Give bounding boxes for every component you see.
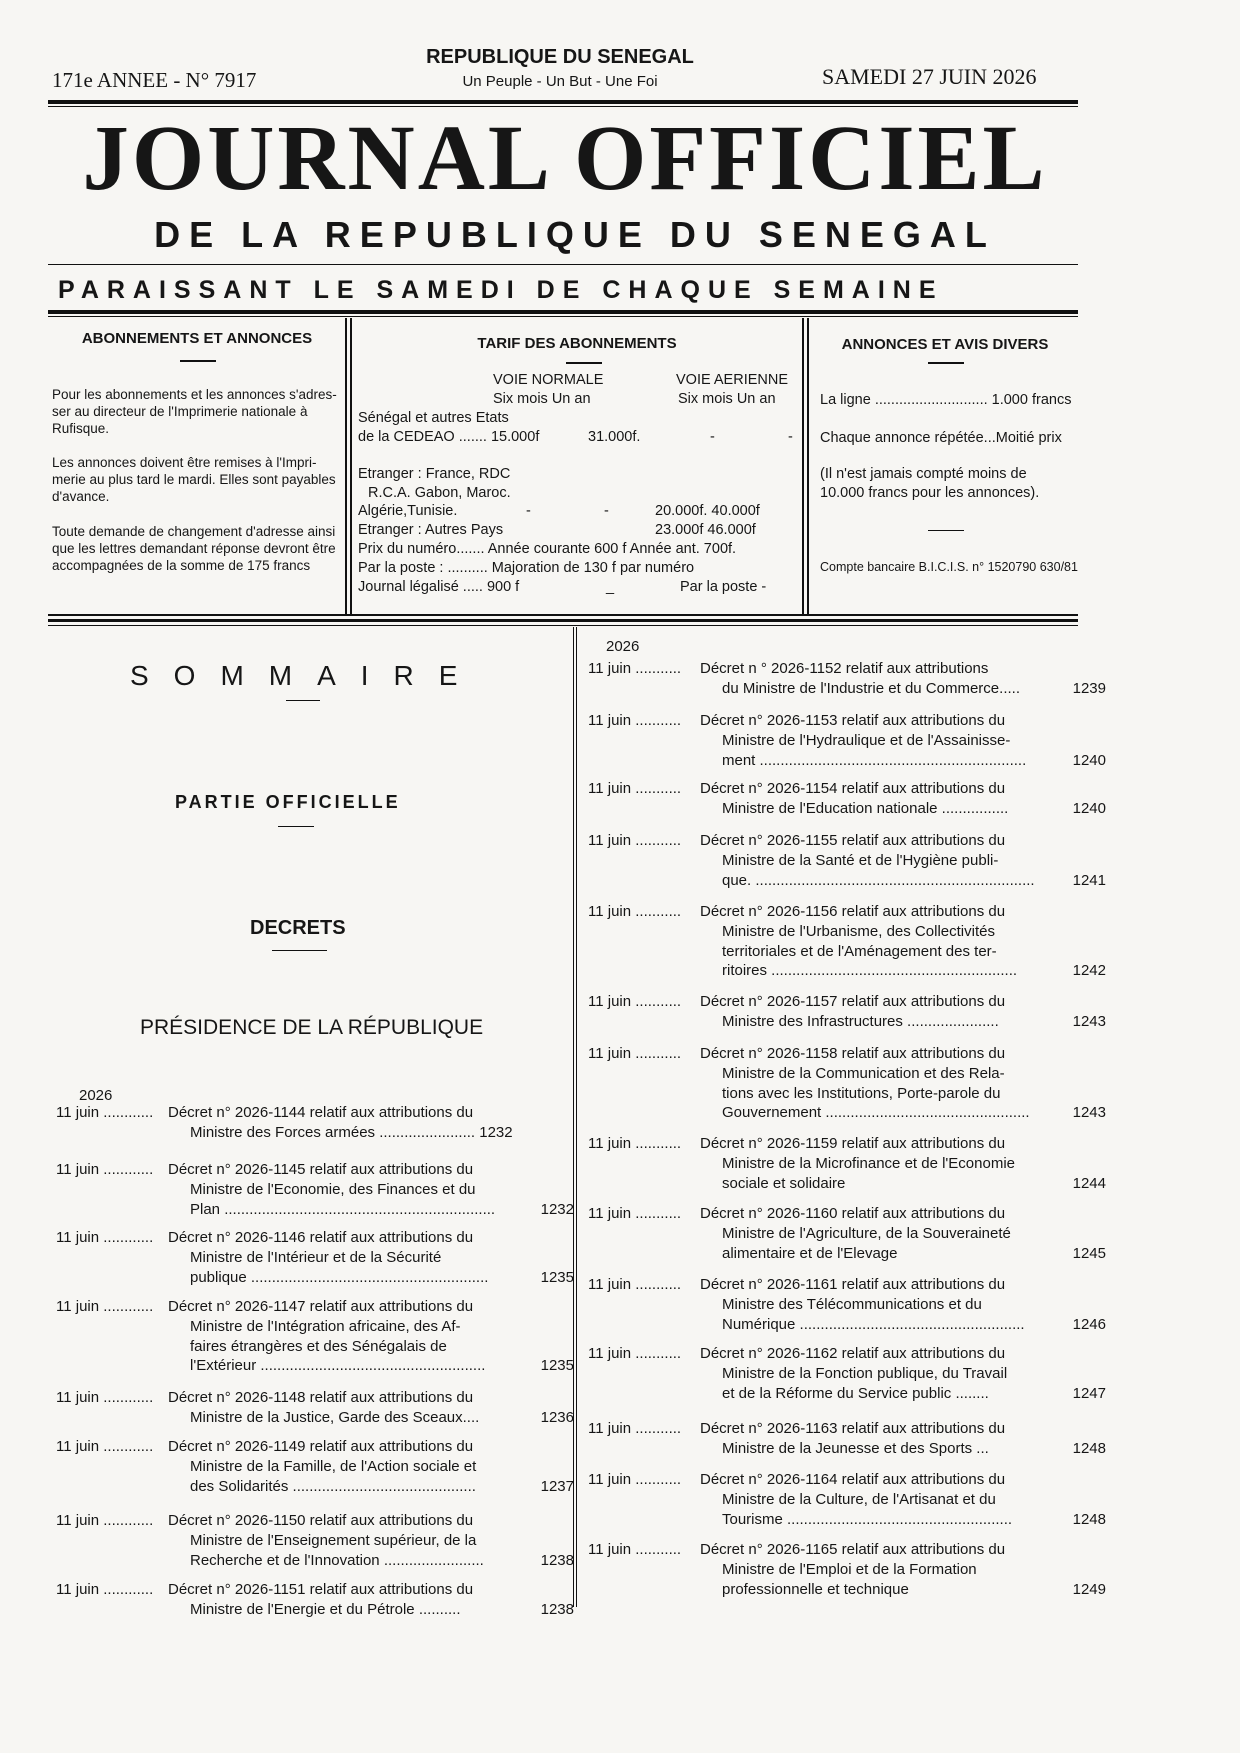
entry-date: 11 juin ............ (56, 1389, 154, 1406)
entry-date: 11 juin ........... (588, 1276, 682, 1293)
contents-entry (588, 1275, 1110, 1334)
contents-entry (588, 1419, 1110, 1459)
entry-page-number: 1241 (1072, 871, 1106, 889)
issue-date: SAMEDI 27 JUIN 2026 (822, 64, 1037, 89)
issue-number: 171e ANNEE - N° 7917 (52, 68, 257, 92)
entry-text (700, 711, 1060, 770)
entry-page-number: 1244 (1072, 1174, 1106, 1192)
entry-page-number: 1248 (1072, 1510, 1106, 1528)
text-line: Rufisque. (52, 421, 110, 436)
year-label: 2026 (79, 1087, 113, 1104)
contents-entry (588, 1540, 1110, 1599)
entry-page-number: 1240 (1072, 751, 1106, 769)
text-line: Toute demande de changement d'adresse ainsi (52, 524, 336, 539)
rates-row: Etranger : Autres Pays (358, 522, 504, 538)
text-line: d'avance. (52, 489, 110, 504)
entry-line: Ministre de l'Economie, des Finances et du (190, 1180, 476, 1198)
rates-air-header: VOIE AERIENNE (676, 372, 789, 388)
entry-line: Ministre de la Fonction publique, du Travail (722, 1364, 1008, 1382)
subscriptions-paragraph-2 (52, 454, 342, 505)
rates-row: Sénégal et autres Etats (358, 410, 509, 426)
contents-entry (588, 992, 1110, 1032)
entry-date: 11 juin ........... (588, 1471, 682, 1488)
entry-text (700, 1419, 1060, 1459)
entry-line: Ministre de la Culture, de l'Artisanat et du (722, 1490, 996, 1508)
entry-text (700, 659, 1060, 699)
repeat-price: Chaque annonce répétée...Moitié prix (820, 430, 1062, 446)
masthead-top-rule (48, 100, 1078, 104)
publication-frequency: PARAISSANT LE SAMEDI DE CHAQUE SEMAINE (58, 276, 944, 304)
subscriptions-paragraph-1 (52, 386, 342, 437)
minimum-note: (Il n'est jamais compté moins de (820, 466, 1027, 482)
entry-line: publique ......................................................... (190, 1268, 489, 1286)
entry-line: Décret n° 2026-1160 relatif aux attributions du (700, 1205, 1006, 1222)
entry-text (700, 779, 1060, 819)
contents-heading: SOMMAIRE (130, 660, 483, 691)
entry-line: Ministre de la Justice, Garde des Sceaux.... (190, 1408, 480, 1426)
entry-date: 11 juin ........... (588, 1345, 682, 1362)
boxes-bottom-rule-thin (48, 625, 1078, 626)
entry-line: territoriales et de l'Aménagement des ter- (722, 942, 997, 960)
contents-entry (56, 1511, 578, 1570)
entry-text (168, 1228, 528, 1287)
national-motto: Un Peuple - Un But - Une Foi (462, 73, 658, 90)
entry-line: Ministre de la Santé et de l'Hygiène publi- (722, 851, 999, 869)
entry-line: Décret n° 2026-1155 relatif aux attributions du (700, 832, 1006, 849)
entry-line: Décret n ° 2026-1152 relatif aux attributions (700, 660, 989, 677)
contents-entry (56, 1160, 578, 1219)
entry-date: 11 juin ............ (56, 1298, 154, 1315)
entry-page-number: 1246 (1072, 1315, 1106, 1333)
text-line: Les annonces doivent être remises à l'Impri- (52, 455, 317, 470)
rates-value: 31.000f. (588, 429, 641, 445)
entry-line: et de la Réforme du Service public ........ (722, 1384, 989, 1402)
entry-line: Ministre de la Communication et des Rela- (722, 1064, 1005, 1082)
entry-page-number: 1242 (1072, 962, 1106, 980)
rates-value: Par la poste - (680, 579, 767, 595)
contents-entry (56, 1297, 578, 1376)
rule (928, 530, 964, 531)
rule (928, 362, 964, 364)
entry-date: 11 juin ............ (56, 1512, 154, 1529)
entry-page-number: 1240 (1072, 799, 1106, 817)
entry-text (700, 1134, 1060, 1193)
entry-date: 11 juin ............ (56, 1581, 154, 1598)
entry-line: Décret n° 2026-1154 relatif aux attributions du (700, 780, 1006, 797)
entry-page-number: 1235 (540, 1357, 574, 1375)
entry-text (168, 1297, 528, 1376)
entry-line: Ministre de l'Hydraulique et de l'Assainisse- (722, 731, 1011, 749)
contents-entry (588, 711, 1110, 770)
contents-entry (588, 1204, 1110, 1263)
entry-line: Ministre des Télécommunications et du (722, 1295, 982, 1313)
presidency-heading: PRÉSIDENCE DE LA RÉPUBLIQUE (140, 1016, 484, 1039)
rates-value: 23.000f 46.000f (655, 522, 756, 538)
entry-line: Recherche et de l'Innovation ........................ (190, 1551, 484, 1569)
entry-text (700, 1540, 1060, 1599)
entry-line: Décret n° 2026-1159 relatif aux attributions du (700, 1135, 1006, 1152)
entry-line: Plan ................................................................. (190, 1200, 496, 1218)
entry-line: du Ministre de l'Industrie et du Commerce..... (722, 679, 1020, 697)
entry-line: Décret n° 2026-1144 relatif aux attributions du (168, 1104, 474, 1121)
entry-line: Décret n° 2026-1165 relatif aux attributions du (700, 1541, 1006, 1558)
contents-entry (56, 1103, 578, 1143)
entry-line: Décret n° 2026-1161 relatif aux attributions du (700, 1276, 1006, 1293)
text-line: accompagnées de la somme de 175 francs (52, 558, 311, 573)
rates-row: Prix du numéro....... Année courante 600 f Année ant. 700f. (358, 541, 737, 557)
entry-line: alimentaire et de l'Elevage (722, 1244, 898, 1262)
contents-entry (588, 1470, 1110, 1529)
entry-line: Décret n° 2026-1157 relatif aux attributions du (700, 993, 1006, 1010)
text-line: que les lettres demandant réponse devront être (52, 541, 336, 556)
entry-text (700, 1470, 1060, 1529)
entry-text (168, 1437, 528, 1496)
entry-page-number: 1248 (1072, 1439, 1106, 1457)
entry-line: Gouvernement ................................................. (722, 1104, 1030, 1122)
announcements-title: ANNONCES ET AVIS DIVERS (841, 336, 1049, 353)
rates-row: R.C.A. Gabon, Maroc. (368, 485, 511, 501)
entry-text (700, 1044, 1060, 1123)
rates-normal-subheader: Six mois Un an (493, 391, 591, 407)
rule (180, 360, 216, 362)
box-divider-1b (350, 318, 352, 614)
entry-line: que. ................................................................... (722, 871, 1035, 889)
entry-line: Ministre de l'Intégration africaine, des Af- (190, 1317, 461, 1335)
entry-line: Décret n° 2026-1147 relatif aux attributions du (168, 1298, 474, 1315)
entry-text (700, 902, 1060, 981)
entry-line: sociale et solidaire (722, 1174, 846, 1192)
entry-date: 11 juin ............ (56, 1229, 154, 1246)
contents-entry (56, 1437, 578, 1496)
entry-date: 11 juin ........... (588, 993, 682, 1010)
entry-line: Tourisme ...................................................... (722, 1510, 1013, 1528)
entry-line: Décret n° 2026-1146 relatif aux attributions du (168, 1229, 474, 1246)
entry-line: Ministre des Infrastructures ...................... (722, 1012, 999, 1030)
entry-line: Ministre de la Jeunesse et des Sports ... (722, 1439, 989, 1457)
box-divider-2b (807, 318, 809, 614)
box-divider-1 (345, 318, 347, 614)
entry-line: Décret n° 2026-1153 relatif aux attributions du (700, 712, 1006, 729)
year-label: 2026 (606, 638, 640, 655)
masthead-mid-rule (48, 264, 1078, 265)
entry-page-number: 1239 (1072, 679, 1106, 697)
journal-subtitle: DE LA REPUBLIQUE DU SENEGAL (154, 214, 996, 255)
entry-line: Décret n° 2026-1148 relatif aux attributions du (168, 1389, 474, 1406)
entry-text (168, 1580, 528, 1620)
entry-line: Ministre de l'Education nationale ................ (722, 799, 1009, 817)
entry-line: Décret n° 2026-1145 relatif aux attributions du (168, 1161, 474, 1178)
entry-line: Ministre de la Microfinance et de l'Economie (722, 1154, 1015, 1172)
rates-air-subheader: Six mois Un an (678, 391, 776, 407)
entry-line: Ministre des Forces armées ....................... 1232 (190, 1123, 513, 1141)
boxes-bottom-rule-thick (48, 619, 1078, 622)
rates-row: Journal légalisé ..... 900 f (358, 579, 520, 595)
masthead-bottom-rule (48, 310, 1078, 314)
entry-page-number: 1243 (1072, 1012, 1106, 1030)
entry-date: 11 juin ........... (588, 903, 682, 920)
contents-entry (588, 831, 1110, 890)
entry-text (168, 1160, 528, 1219)
rates-value: _ (606, 579, 615, 595)
bank-account: Compte bancaire B.I.C.I.S. n° 1520790 630/81 (820, 560, 1078, 574)
text-line: ser au directeur de l'Imprimerie nationale à (52, 404, 308, 419)
entry-line: Décret n° 2026-1162 relatif aux attributions du (700, 1345, 1006, 1362)
entry-page-number: 1237 (540, 1477, 574, 1495)
rates-value: 20.000f. 40.000f (655, 503, 760, 519)
entry-page-number: 1238 (540, 1551, 574, 1569)
contents-entry (588, 1134, 1110, 1193)
entry-text (168, 1388, 528, 1428)
entry-text (700, 992, 1060, 1032)
subscriptions-paragraph-3 (52, 523, 342, 574)
entry-text (168, 1103, 528, 1143)
entry-line: Ministre de la Famille, de l'Action sociale et (190, 1457, 477, 1475)
entry-line: Ministre de l'Agriculture, de la Souveraineté (722, 1224, 1011, 1242)
rates-row: Par la poste : .......... Majoration de 130 f par numéro (358, 560, 695, 576)
entry-date: 11 juin ........... (588, 832, 682, 849)
entry-line: professionnelle et technique (722, 1580, 909, 1598)
contents-entry (588, 779, 1110, 819)
entry-date: 11 juin ........... (588, 780, 682, 797)
entry-text (700, 1275, 1060, 1334)
entry-line: tions avec les Institutions, Porte-parole du (722, 1084, 1001, 1102)
boxes-bottom-rule (48, 614, 1078, 616)
entry-date: 11 juin ........... (588, 1541, 682, 1558)
entry-page-number: 1236 (540, 1408, 574, 1426)
entry-date: 11 juin ........... (588, 1420, 682, 1437)
entry-text (700, 831, 1060, 890)
entry-date: 11 juin ........... (588, 660, 682, 677)
contents-entry (56, 1388, 578, 1428)
line-price: La ligne ............................ 1.000 francs (820, 392, 1072, 408)
entry-line: Décret n° 2026-1164 relatif aux attributions du (700, 1471, 1006, 1488)
entry-date: 11 juin ........... (588, 1045, 682, 1062)
entry-date: 11 juin ............ (56, 1438, 154, 1455)
entry-date: 11 juin ........... (588, 712, 682, 729)
rates-value: - (526, 503, 531, 519)
entry-line: des Solidarités ............................................ (190, 1477, 476, 1495)
entry-line: Ministre de l'Enseignement supérieur, de la (190, 1531, 477, 1549)
rates-normal-header: VOIE NORMALE (493, 372, 604, 388)
text-line: merie au plus tard le mardi. Elles sont payables (52, 472, 336, 487)
entry-line: Décret n° 2026-1150 relatif aux attributions du (168, 1512, 474, 1529)
country-name: REPUBLIQUE DU SENEGAL (426, 46, 694, 68)
entry-date: 11 juin ........... (588, 1135, 682, 1152)
entry-line: Décret n° 2026-1163 relatif aux attributions du (700, 1420, 1006, 1437)
entry-line: Numérique ...................................................... (722, 1315, 1025, 1333)
contents-entry (56, 1580, 578, 1620)
entry-page-number: 1249 (1072, 1580, 1106, 1598)
rates-row: Algérie,Tunisie. (358, 503, 458, 519)
entry-line: Ministre de l'Urbanisme, des Collectivités (722, 922, 995, 940)
rule (278, 826, 314, 827)
decrees-heading: DECRETS (250, 917, 346, 939)
rates-row: Etranger : France, RDC (358, 466, 511, 482)
entry-date: 11 juin ........... (588, 1205, 682, 1222)
text-line: Pour les abonnements et les annonces s'adres- (52, 387, 337, 402)
entry-date: 11 juin ............ (56, 1161, 154, 1178)
entry-line: Décret n° 2026-1156 relatif aux attributions du (700, 903, 1006, 920)
rates-row: de la CEDEAO ....... 15.000f (358, 429, 540, 445)
minimum-note: 10.000 francs pour les annonces). (820, 485, 1040, 501)
masthead-bottom-rule-thin (48, 316, 1078, 317)
entry-line: Ministre de l'Intérieur et de la Sécurité (190, 1248, 442, 1266)
box-divider-2 (802, 318, 804, 614)
contents-entry (588, 1344, 1110, 1403)
entry-text (168, 1511, 528, 1570)
entry-page-number: 1232 (540, 1200, 574, 1218)
entry-line: ritoires ........................................................... (722, 962, 1018, 980)
entry-line: faires étrangères et des Sénégalais de (190, 1337, 447, 1355)
entry-line: Décret n° 2026-1151 relatif aux attributions du (168, 1581, 474, 1598)
entry-line: ment ................................................................ (722, 751, 1027, 769)
rule (566, 362, 602, 364)
contents-entry (588, 659, 1110, 699)
entry-line: Décret n° 2026-1158 relatif aux attributions du (700, 1045, 1006, 1062)
entry-line: Ministre de l'Energie et du Pétrole .......... (190, 1600, 461, 1618)
rates-value: - (710, 429, 715, 445)
entry-page-number: 1247 (1072, 1384, 1106, 1402)
entry-page-number: 1245 (1072, 1244, 1106, 1262)
rule (272, 950, 327, 951)
entry-date: 11 juin ............ (56, 1104, 154, 1121)
entry-text (700, 1204, 1060, 1263)
entry-page-number: 1238 (540, 1600, 574, 1618)
contents-entry (588, 1044, 1110, 1123)
rates-value: - (604, 503, 609, 519)
country-block (400, 46, 720, 90)
journal-title: JOURNAL OFFICIEL (82, 107, 1048, 210)
entry-line: l'Extérieur ...................................................... (190, 1357, 486, 1375)
rule (286, 700, 320, 701)
contents-entry (588, 902, 1110, 981)
subscriptions-title: ABONNEMENTS ET ANNONCES (81, 330, 313, 347)
entry-page-number: 1243 (1072, 1104, 1106, 1122)
entry-line: Ministre de l'Emploi et de la Formation (722, 1560, 977, 1578)
entry-page-number: 1235 (540, 1268, 574, 1286)
contents-entry (56, 1228, 578, 1287)
entry-text (700, 1344, 1060, 1403)
official-part-heading: PARTIE OFFICIELLE (175, 792, 401, 812)
rates-title: TARIF DES ABONNEMENTS (477, 335, 677, 352)
entry-line: Décret n° 2026-1149 relatif aux attributions du (168, 1438, 474, 1455)
rates-value: - (788, 429, 793, 445)
